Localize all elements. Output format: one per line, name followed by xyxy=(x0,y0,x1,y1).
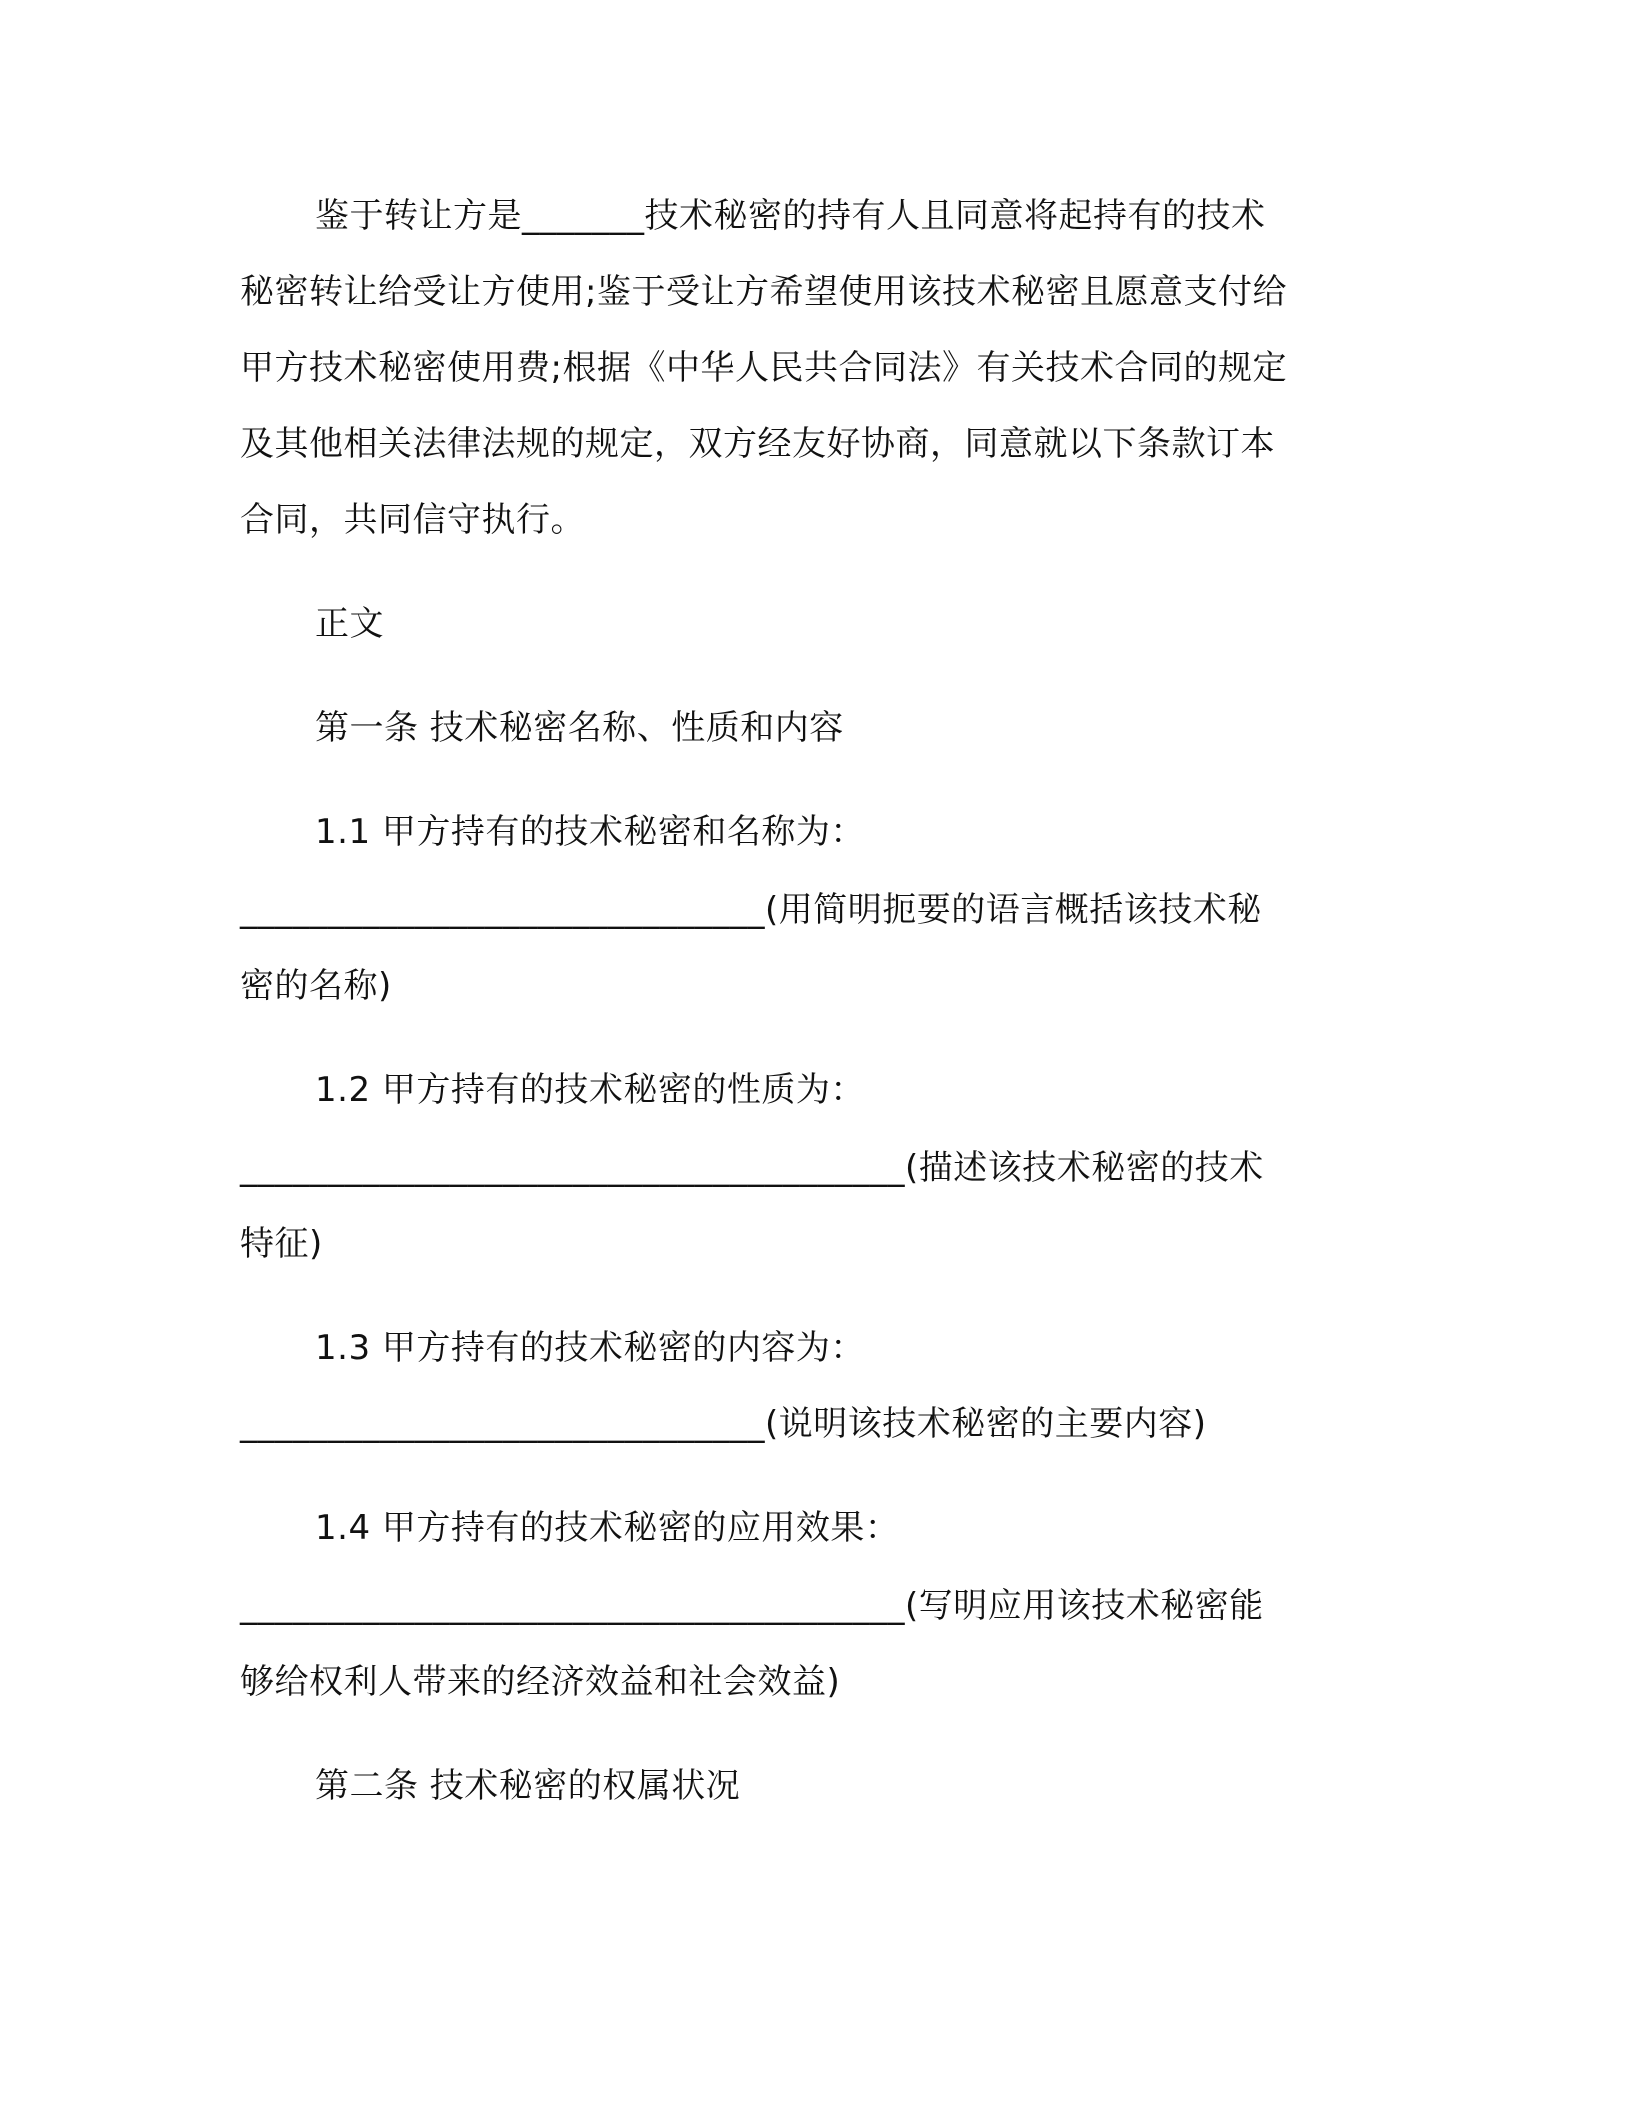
clause-1-4-blank-line: ______________________________________(写明应用该技术秘密能 xyxy=(240,1586,1264,1626)
clause-1-2-continuation: 特征) xyxy=(240,1224,323,1264)
clause-1-1-label: 1.1 甲方持有的技术秘密和名称为： xyxy=(315,812,865,852)
preamble-line-1: 鉴于转让方是_______技术秘密的持有人且同意将起持有的技术 xyxy=(315,196,1266,236)
clause-1-4-continuation: 够给权利人带来的经济效益和社会效益) xyxy=(240,1662,841,1702)
clause-1-2-blank-line: ______________________________________(描述该技术秘密的技术 xyxy=(240,1148,1264,1188)
section-heading-body: 正文 xyxy=(315,604,384,644)
preamble-line-3: 甲方技术秘密使用费;根据《中华人民共合同法》有关技术合同的规定 xyxy=(240,348,1287,388)
preamble-line-2: 秘密转让给受让方使用;鉴于受让方希望使用该技术秘密且愿意支付给 xyxy=(240,272,1287,312)
clause-1-3-blank-line: ______________________________(说明该技术秘密的主要内容) xyxy=(240,1404,1207,1444)
clause-1-3-label: 1.3 甲方持有的技术秘密的内容为： xyxy=(315,1328,865,1368)
clause-1-1-continuation: 密的名称) xyxy=(240,966,392,1006)
clause-1-2-label: 1.2 甲方持有的技术秘密的性质为： xyxy=(315,1070,865,1110)
preamble-line-4: 及其他相关法律法规的规定，双方经友好协商，同意就以下条款订本 xyxy=(240,424,1275,464)
clause-1-4-label: 1.4 甲方持有的技术秘密的应用效果： xyxy=(315,1508,900,1548)
preamble-line-5: 合同，共同信守执行。 xyxy=(240,500,585,540)
clause-1-1-blank-line: ______________________________(用简明扼要的语言概括该技术秘 xyxy=(240,890,1262,930)
article-1-heading: 第一条 技术秘密名称、性质和内容 xyxy=(315,708,844,748)
article-2-heading: 第二条 技术秘密的权属状况 xyxy=(315,1766,741,1806)
